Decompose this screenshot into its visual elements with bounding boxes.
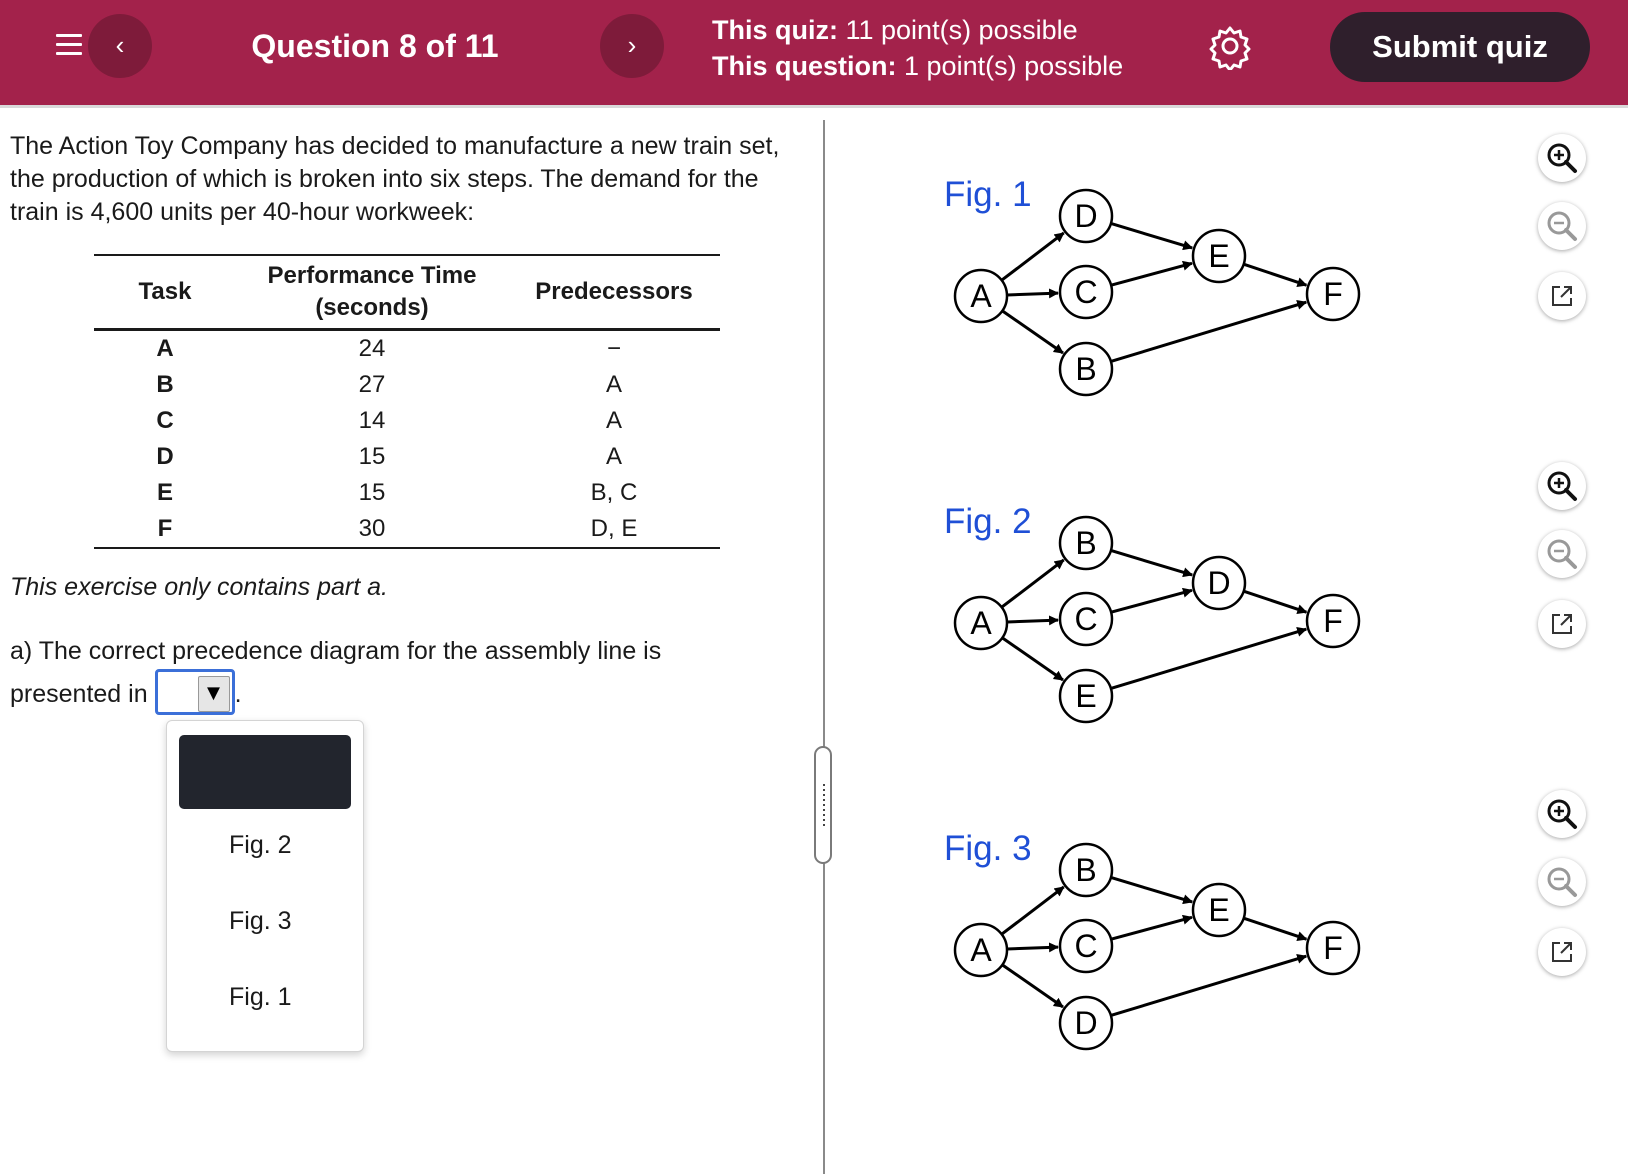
diagram-node-label: C bbox=[1074, 928, 1098, 964]
diagram-edge bbox=[1007, 620, 1058, 622]
diagram-edge bbox=[1002, 560, 1064, 607]
diagram-node bbox=[1060, 920, 1112, 972]
diagram-node bbox=[1060, 517, 1112, 569]
diagram-edge bbox=[1111, 917, 1192, 939]
diagram-node bbox=[1193, 230, 1245, 282]
diagram-node bbox=[1193, 557, 1245, 609]
diagram-node-label: F bbox=[1323, 930, 1343, 966]
question-line-1: a) The correct precedence diagram for the assembly line is bbox=[10, 637, 662, 665]
dropdown-arrow-icon[interactable]: ▼ bbox=[198, 676, 230, 712]
predecessor-cell: − bbox=[606, 335, 621, 362]
pane-divider bbox=[823, 120, 825, 1174]
diagram-edge bbox=[1002, 638, 1063, 680]
time-cell: 30 bbox=[358, 515, 386, 542]
diagram-edge bbox=[1007, 293, 1058, 295]
previous-question-button[interactable] bbox=[88, 14, 152, 78]
time-cell: 27 bbox=[358, 371, 386, 398]
question-period: . bbox=[234, 680, 242, 708]
quiz-header bbox=[0, 0, 1628, 108]
predecessor-cell: D, E bbox=[590, 515, 638, 542]
diagram-edge bbox=[1111, 550, 1192, 574]
column-header-performance-time-line1: Performance Time bbox=[267, 262, 477, 289]
question-text bbox=[10, 630, 770, 716]
question-points-value: 1 point(s) possible bbox=[904, 51, 1124, 81]
diagram-node-label: E bbox=[1208, 238, 1230, 274]
diagram-node bbox=[1307, 922, 1359, 974]
task-cell: C bbox=[156, 407, 174, 434]
diagram-edge bbox=[1002, 233, 1064, 280]
diagram-node-label: D bbox=[1074, 198, 1098, 234]
diagram-node-label: F bbox=[1323, 603, 1343, 639]
open-external-icon[interactable] bbox=[1538, 928, 1586, 976]
table-row bbox=[94, 367, 720, 403]
pane-resize-handle[interactable] bbox=[814, 746, 832, 864]
exercise-note: This exercise only contains part a. bbox=[10, 573, 388, 601]
diagram-node-label: C bbox=[1074, 274, 1098, 310]
figure-label: Fig. 2 bbox=[944, 502, 1032, 541]
dropdown-option[interactable]: Fig. 2 bbox=[229, 831, 292, 859]
time-cell: 14 bbox=[358, 407, 386, 434]
points-info bbox=[712, 12, 1123, 84]
question-line-2-text: presented in bbox=[10, 680, 148, 708]
diagram-node bbox=[1060, 670, 1112, 722]
dropdown-option-blank[interactable] bbox=[179, 735, 351, 809]
zoom-out-icon[interactable] bbox=[1538, 858, 1586, 906]
zoom-in-icon[interactable] bbox=[1538, 462, 1586, 510]
diagram-node-label: B bbox=[1075, 351, 1097, 387]
header-divider bbox=[0, 105, 1628, 108]
quiz-points-value: 11 point(s) possible bbox=[845, 15, 1078, 45]
diagram-edge bbox=[1244, 264, 1307, 285]
next-question-button[interactable] bbox=[600, 14, 664, 78]
figure-label: Fig. 1 bbox=[944, 175, 1032, 214]
predecessor-cell: A bbox=[605, 443, 622, 470]
diagram-node bbox=[1060, 593, 1112, 645]
table-header-row bbox=[94, 255, 720, 330]
diagram-node bbox=[1307, 595, 1359, 647]
problem-intro: The Action Toy Company has decided to manufacture a new train set, the production of which is broken into six steps. The demand for the train is 4,600 units per 40-hour workweek: bbox=[10, 132, 780, 226]
diagram-node-label: A bbox=[970, 932, 992, 968]
diagram-node-label: D bbox=[1074, 1005, 1098, 1041]
diagram-edge bbox=[1111, 263, 1192, 285]
task-cell: B bbox=[156, 371, 174, 398]
chevron-right-icon: › bbox=[627, 30, 637, 60]
figure-2 bbox=[930, 502, 1410, 802]
question-line-2 bbox=[10, 673, 770, 716]
submit-quiz-button[interactable]: Submit quiz bbox=[1330, 12, 1590, 82]
diagram-edge bbox=[1002, 965, 1063, 1007]
diagram-node bbox=[1060, 844, 1112, 896]
diagram-node bbox=[1060, 190, 1112, 242]
diagram-node-label: C bbox=[1074, 601, 1098, 637]
question-counter: Question 8 of 11 bbox=[251, 28, 499, 64]
dropdown-option[interactable]: Fig. 3 bbox=[229, 907, 292, 935]
diagram-node bbox=[955, 924, 1007, 976]
quiz-points-label: This quiz: bbox=[712, 15, 838, 45]
diagram-node bbox=[1060, 997, 1112, 1049]
table-row bbox=[94, 439, 720, 475]
diagram-node bbox=[1193, 884, 1245, 936]
time-cell: 15 bbox=[358, 479, 386, 506]
table-row bbox=[94, 403, 720, 439]
diagram-node-label: D bbox=[1207, 565, 1231, 601]
diagram-edge bbox=[1111, 302, 1306, 361]
question-points-label: This question: bbox=[712, 51, 897, 81]
predecessor-cell: B, C bbox=[590, 479, 638, 506]
diagram-edge bbox=[1244, 918, 1307, 939]
open-external-icon[interactable] bbox=[1538, 600, 1586, 648]
column-header-performance-time bbox=[236, 255, 508, 330]
diagram-node bbox=[955, 597, 1007, 649]
diagram-edge bbox=[1111, 877, 1192, 901]
diagram-edge bbox=[1007, 947, 1058, 949]
figure-1 bbox=[930, 175, 1410, 475]
dropdown-option[interactable]: Fig. 1 bbox=[229, 983, 292, 1011]
diagram-node bbox=[955, 270, 1007, 322]
diagram-node-label: E bbox=[1075, 678, 1097, 714]
diagram-node-label: E bbox=[1208, 892, 1230, 928]
menu-icon[interactable] bbox=[52, 30, 84, 60]
table-row bbox=[94, 475, 720, 511]
diagram-node-label: A bbox=[970, 605, 992, 641]
open-external-icon[interactable] bbox=[1538, 272, 1586, 320]
task-cell: D bbox=[156, 443, 174, 470]
zoom-in-icon[interactable] bbox=[1538, 134, 1586, 182]
diagram-edge bbox=[1244, 591, 1307, 612]
diagram-node bbox=[1307, 268, 1359, 320]
time-cell: 15 bbox=[358, 443, 386, 470]
diagram-node-label: F bbox=[1323, 276, 1343, 312]
diagram-edge bbox=[1111, 223, 1192, 247]
diagram-node-label: B bbox=[1075, 852, 1097, 888]
task-cell: F bbox=[157, 515, 173, 542]
diagram-node-label: B bbox=[1075, 525, 1097, 561]
task-cell: E bbox=[156, 479, 173, 506]
column-header-task: Task bbox=[138, 278, 192, 305]
zoom-out-icon[interactable] bbox=[1538, 202, 1586, 250]
figure-3 bbox=[930, 829, 1410, 1129]
diagram-node bbox=[1060, 343, 1112, 395]
answer-dropdown-menu bbox=[166, 720, 364, 1052]
diagram-edge bbox=[1111, 956, 1306, 1015]
time-cell: 24 bbox=[358, 335, 386, 362]
chevron-left-icon: ‹ bbox=[115, 30, 125, 60]
task-cell: A bbox=[156, 335, 174, 362]
answer-select[interactable] bbox=[155, 669, 235, 715]
predecessor-cell: A bbox=[605, 371, 622, 398]
diagram-edge bbox=[1002, 887, 1064, 934]
column-header-predecessors: Predecessors bbox=[535, 278, 693, 305]
diagram-edge bbox=[1111, 590, 1192, 612]
task-table bbox=[94, 254, 720, 549]
table-row bbox=[94, 330, 720, 368]
figure-label: Fig. 3 bbox=[944, 829, 1032, 868]
predecessor-cell: A bbox=[605, 407, 622, 434]
diagram-node-label: A bbox=[970, 278, 992, 314]
zoom-out-icon[interactable] bbox=[1538, 530, 1586, 578]
zoom-in-icon[interactable] bbox=[1538, 790, 1586, 838]
diagram-node bbox=[1060, 266, 1112, 318]
settings-gear-icon[interactable] bbox=[1206, 22, 1254, 70]
diagram-edge bbox=[1111, 629, 1306, 688]
table-row bbox=[94, 511, 720, 548]
diagram-edge bbox=[1002, 311, 1063, 353]
column-header-performance-time-line2: (seconds) bbox=[315, 294, 429, 321]
